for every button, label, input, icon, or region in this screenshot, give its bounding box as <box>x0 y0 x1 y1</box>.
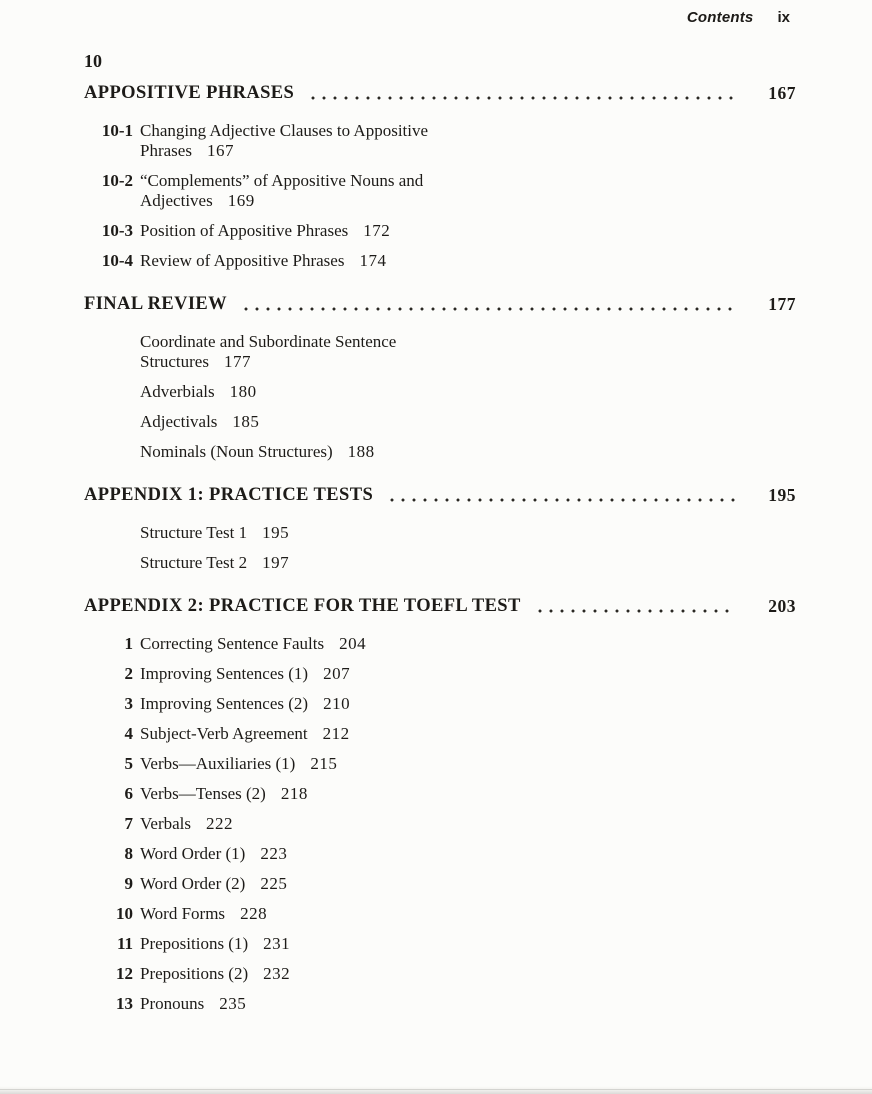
entry-title: Adjectivals <box>140 412 218 431</box>
entry-title: Changing Adjective Clauses to Appositive Phrases <box>140 121 429 160</box>
entry-title: Pronouns <box>140 994 205 1013</box>
toc-entry <box>100 523 796 543</box>
entry-number: 1 <box>124 634 133 653</box>
entry-page: 210 <box>323 694 351 713</box>
toc-entries <box>100 121 796 271</box>
entry-number: 13 <box>116 994 133 1013</box>
toc-entry <box>100 412 796 432</box>
entry-number: 6 <box>124 784 133 803</box>
entry-page: 195 <box>262 523 290 542</box>
entry-body <box>140 442 375 462</box>
toc-entry <box>100 934 796 954</box>
entry-body <box>140 874 287 894</box>
entry-page: 185 <box>232 412 260 431</box>
entry-body <box>140 964 290 984</box>
entry-body <box>140 221 390 241</box>
toc-entry <box>100 964 796 984</box>
entry-body <box>140 754 337 774</box>
table-of-contents <box>84 50 796 1024</box>
entry-body <box>140 553 289 573</box>
toc-entry <box>100 844 796 864</box>
entry-number: 10-1 <box>101 121 133 140</box>
entry-page: 167 <box>206 141 234 160</box>
entry-page: 177 <box>223 352 251 371</box>
entry-title: Verbs—Auxiliaries (1) <box>140 754 296 773</box>
entry-number: 10-3 <box>101 221 133 240</box>
toc-heading-page: 195 <box>768 485 796 505</box>
toc-block <box>84 483 796 573</box>
entry-page: 231 <box>263 934 291 953</box>
toc-entry <box>100 694 796 714</box>
entry-number: 11 <box>116 934 133 953</box>
entry-page: 222 <box>205 814 233 833</box>
entry-number <box>100 553 140 573</box>
entry-page: 228 <box>240 904 268 923</box>
toc-entry <box>100 904 796 924</box>
entry-page: 207 <box>323 664 351 683</box>
entry-title: Verbs—Tenses (2) <box>140 784 266 803</box>
toc-entry <box>100 784 796 804</box>
toc-heading-page: 203 <box>768 596 796 616</box>
toc-entries <box>100 332 796 462</box>
toc-heading-page: 167 <box>768 83 796 103</box>
entry-page: 180 <box>229 382 257 401</box>
toc-heading-row <box>84 292 796 316</box>
entry-page: 172 <box>363 221 391 240</box>
toc-entry <box>100 382 796 402</box>
entry-body <box>140 251 386 271</box>
toc-heading-row <box>84 81 796 105</box>
entry-number <box>100 382 140 402</box>
toc-entry <box>100 724 796 744</box>
toc-heading-page: 177 <box>768 294 796 314</box>
entry-page: 204 <box>339 634 367 653</box>
entry-title: Improving Sentences (2) <box>140 694 309 713</box>
entry-body <box>140 634 366 654</box>
entry-number: 4 <box>124 724 133 743</box>
toc-heading-row <box>84 594 796 618</box>
toc-entries <box>100 523 796 573</box>
entry-number: 10-2 <box>101 171 133 190</box>
entry-number: 3 <box>124 694 133 713</box>
entry-number: 12 <box>116 964 133 983</box>
dot-leader <box>311 96 736 100</box>
entry-body <box>140 171 472 211</box>
dot-leader <box>244 307 736 311</box>
entry-page: 188 <box>347 442 375 461</box>
entry-title: Prepositions (1) <box>140 934 249 953</box>
toc-heading-title: APPENDIX 1: PRACTICE TESTS <box>84 485 374 505</box>
dot-leader <box>390 498 736 502</box>
toc-heading-row <box>84 483 796 507</box>
entry-title: Review of Appositive Phrases <box>140 251 345 270</box>
toc-entry <box>100 634 796 654</box>
toc-block <box>84 594 796 1014</box>
toc-entry <box>100 664 796 684</box>
entry-body <box>140 664 350 684</box>
entry-body <box>140 694 350 714</box>
entry-number: 9 <box>124 874 133 893</box>
entry-title: Adverbials <box>140 382 215 401</box>
toc-block <box>84 292 796 462</box>
toc-entries <box>100 634 796 1014</box>
entry-title: Nominals (Noun Structures) <box>140 442 333 461</box>
entry-number <box>100 523 140 543</box>
entry-title: Improving Sentences (1) <box>140 664 309 683</box>
entry-number: 8 <box>124 844 133 863</box>
toc-entry <box>100 251 796 271</box>
entry-title: Word Order (1) <box>140 844 246 863</box>
entry-page: 218 <box>280 784 308 803</box>
entry-title: Prepositions (2) <box>140 964 249 983</box>
entry-title: Verbals <box>140 814 191 833</box>
scan-edge-shadow <box>0 1086 872 1094</box>
scan-edge-line <box>0 1089 872 1090</box>
entry-number: 5 <box>124 754 133 773</box>
entry-page: 215 <box>310 754 338 773</box>
entry-title: Correcting Sentence Faults <box>140 634 325 653</box>
entry-body <box>140 121 472 161</box>
entry-number <box>100 412 140 432</box>
dot-leader <box>538 609 736 613</box>
entry-page: 232 <box>263 964 291 983</box>
entry-page: 212 <box>322 724 350 743</box>
entry-number: 2 <box>124 664 133 683</box>
entry-page: 169 <box>227 191 255 210</box>
toc-heading-title: APPENDIX 2: PRACTICE FOR THE TOEFL TEST <box>84 596 521 616</box>
entry-body <box>140 844 287 864</box>
running-head-title: Contents <box>686 9 754 26</box>
entry-body <box>140 523 289 543</box>
entry-body <box>140 814 233 834</box>
entry-body <box>140 724 350 744</box>
entry-title: Subject-Verb Agreement <box>140 724 308 743</box>
chapter-number: 10 <box>84 51 102 71</box>
entry-body <box>140 994 246 1014</box>
entry-body <box>140 784 308 804</box>
toc-heading-title: APPOSITIVE PHRASES <box>84 83 295 103</box>
entry-page: 223 <box>260 844 288 863</box>
toc-entry <box>100 994 796 1014</box>
toc-entry <box>100 332 796 372</box>
toc-entry <box>100 171 796 211</box>
entry-number: 10-4 <box>101 251 133 270</box>
entry-title: “Complements” of Appositive Nouns and Adjectives <box>140 171 424 210</box>
toc-heading-title: FINAL REVIEW <box>84 294 228 314</box>
toc-block <box>84 50 796 271</box>
toc-entry <box>100 814 796 834</box>
entry-number: 7 <box>124 814 133 833</box>
entry-body <box>140 382 257 402</box>
entry-number <box>100 442 140 462</box>
entry-title: Word Forms <box>140 904 226 923</box>
entry-page: 225 <box>260 874 288 893</box>
entry-body <box>140 332 472 372</box>
toc-entry <box>100 221 796 241</box>
running-head <box>687 9 790 26</box>
entry-body <box>140 904 267 924</box>
entry-page: 174 <box>359 251 387 270</box>
toc-entry <box>100 121 796 161</box>
toc-entry <box>100 874 796 894</box>
page-folio: ix <box>777 9 790 26</box>
entry-title: Word Order (2) <box>140 874 246 893</box>
entry-title: Coordinate and Subordinate Sentence Structures <box>140 332 397 371</box>
entry-title: Structure Test 2 <box>140 553 248 572</box>
toc-entry <box>100 754 796 774</box>
entry-title: Position of Appositive Phrases <box>140 221 349 240</box>
entry-title: Structure Test 1 <box>140 523 248 542</box>
entry-number: 10 <box>116 904 133 923</box>
entry-number <box>100 332 140 372</box>
entry-body <box>140 412 259 432</box>
entry-page: 197 <box>262 553 290 572</box>
entry-page: 235 <box>219 994 247 1013</box>
toc-entry <box>100 442 796 462</box>
entry-body <box>140 934 290 954</box>
toc-entry <box>100 553 796 573</box>
